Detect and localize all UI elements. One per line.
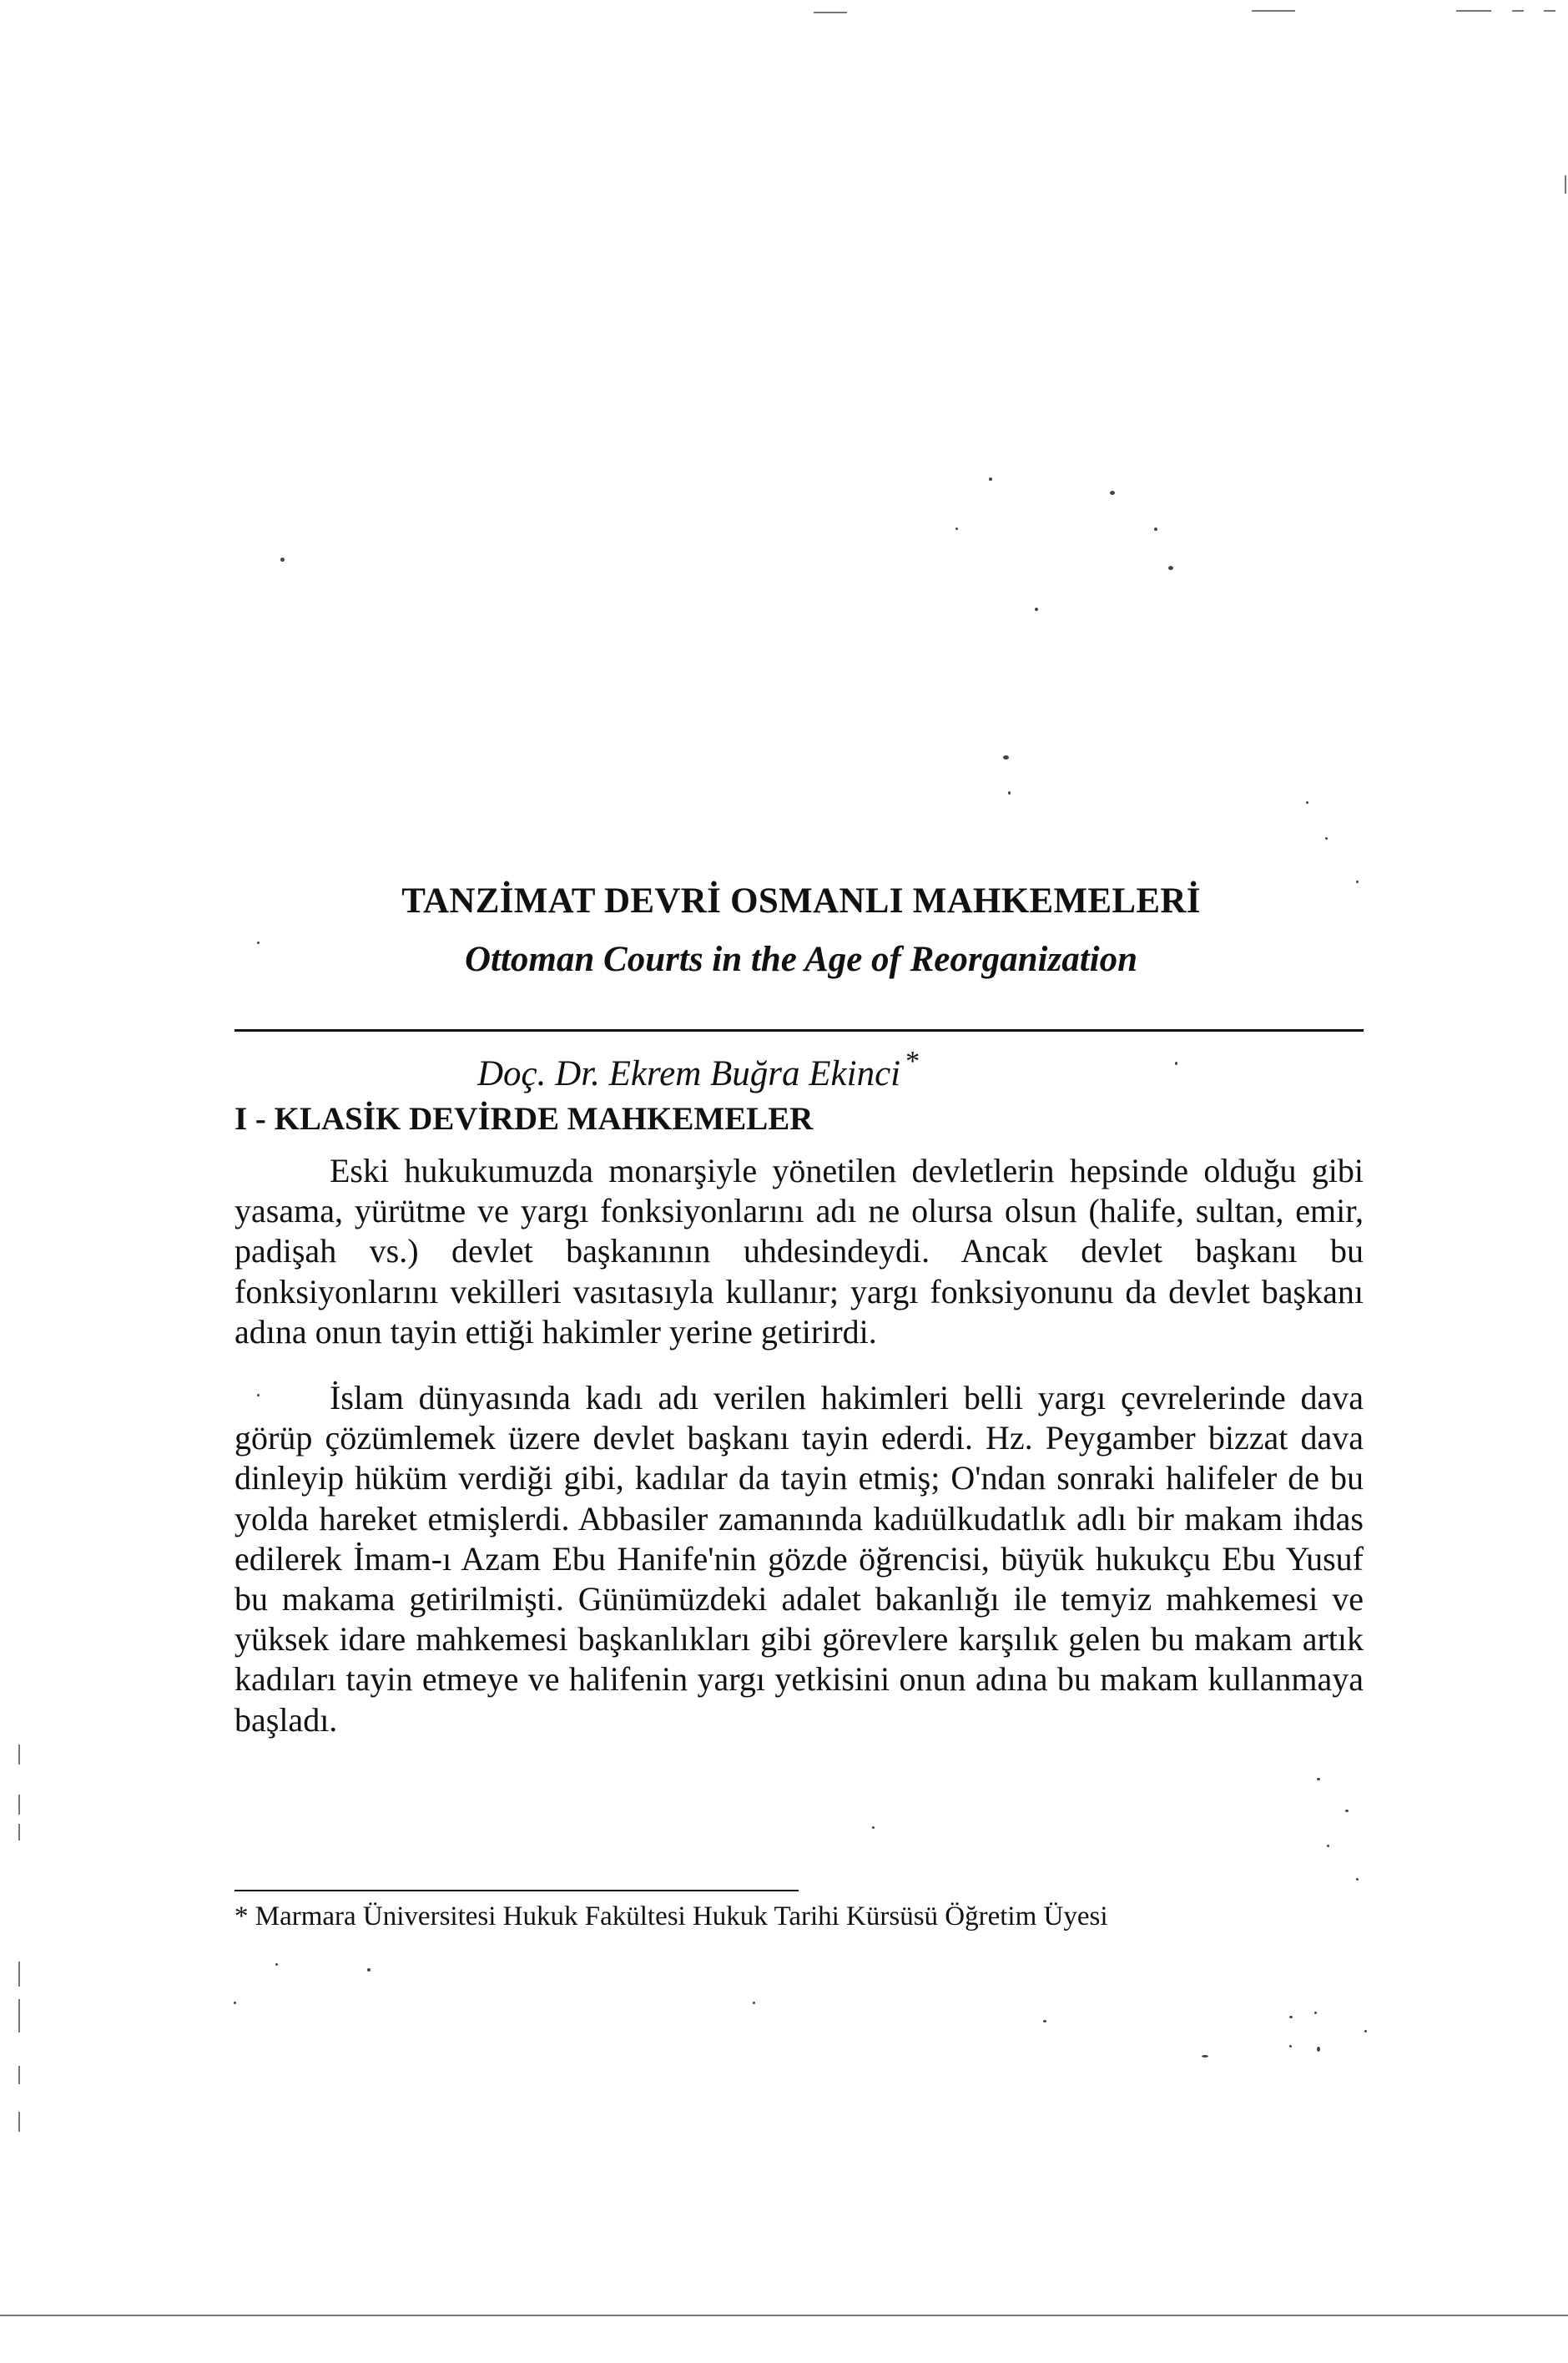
scan-artifact bbox=[1154, 528, 1157, 531]
scan-artifact bbox=[1356, 1878, 1359, 1881]
scan-artifact bbox=[18, 2112, 20, 2132]
scan-artifact bbox=[989, 477, 992, 481]
scan-artifact bbox=[1317, 1778, 1320, 1780]
scan-artifact bbox=[814, 12, 847, 13]
scan-artifact bbox=[753, 2002, 755, 2004]
scan-artifact bbox=[1168, 566, 1173, 570]
footnote-text: * Marmara Üniversitesi Hukuk Fakültesi Hukuk Tarihi Kürsüsü Öğretim Üyesi bbox=[234, 1901, 1108, 1931]
scan-artifact bbox=[257, 1394, 260, 1396]
body-paragraph-1: Eski hukukumuzda monarşiyle yönetilen devletlerin hepsinde olduğu gibi yasama, yürütme ve yargı fonksiyonlarını adı ne olursa olsun (halife, sultan, emir, padişah vs.) devlet başkanının uhdesindeydi. Ancak devlet başkanı bu fonksiyonlarını vekilleri vasıtasıyla kullanır; yargı fonksiyonunu da devlet başkanı adına onun tayin ettiği hakimler yerine getirirdi. bbox=[234, 1152, 1364, 1351]
scan-artifact bbox=[1003, 755, 1009, 760]
author-line bbox=[477, 1046, 920, 1094]
scan-artifact bbox=[1202, 2055, 1208, 2058]
footnote-divider bbox=[234, 1890, 799, 1891]
scan-artifact bbox=[1289, 2045, 1292, 2047]
scan-artifact bbox=[367, 1968, 371, 1972]
scan-artifact bbox=[1325, 837, 1328, 840]
scan-artifact bbox=[1317, 2047, 1320, 2052]
scan-artifact bbox=[18, 2066, 20, 2084]
scan-artifact bbox=[1252, 10, 1295, 12]
scan-artifact bbox=[1175, 1062, 1177, 1065]
section-heading: I - KLASİK DEVİRDE MAHKEMELER bbox=[234, 1101, 814, 1137]
scan-artifact bbox=[18, 1824, 20, 1840]
scan-artifact bbox=[0, 2315, 1568, 2316]
scan-artifact bbox=[18, 1999, 20, 2032]
scan-artifact bbox=[1110, 491, 1115, 495]
scan-artifact bbox=[955, 528, 958, 530]
scan-artifact bbox=[1345, 1810, 1349, 1812]
scan-artifact bbox=[257, 942, 260, 944]
scan-artifact bbox=[1356, 881, 1359, 883]
scan-artifact bbox=[1456, 10, 1491, 12]
scan-artifact bbox=[234, 2002, 236, 2004]
author-footnote-marker: * bbox=[905, 1046, 920, 1077]
scan-artifact bbox=[275, 1963, 278, 1966]
scan-artifact bbox=[872, 1826, 875, 1829]
scan-artifact bbox=[1544, 10, 1555, 12]
body-paragraph-2: İslam dünyasında kadı adı verilen hakimleri belli yargı çevrelerinde dava görüp çözümlemek üzere devlet başkanı tayin ederdi. Hz. Peygamber bizzat dava dinleyip hüküm verdiği gibi, kadılar da tayin etmiş; O'ndan sonraki halifeler de bu yolda hareket etmişlerdi. Abbasiler zamanında kadıülkudatlık adlı bir makam ihdas edilerek İmam-ı Azam Ebu Hanife'nin gözde öğrencisi, büyük hukukçu Ebu Yusuf bu makama getirilmişti. Günümüzdeki adalet bakanlığı ile temyiz mahkemesi ve yüksek idare mahkemesi başkanlıkları gibi görevlere karşılık gelen bu makam artık kadıları tayin etmeye ve halifenin yargı yetkisini onun adına bu makam kullanmaya başladı. bbox=[234, 1379, 1364, 1739]
scan-artifact bbox=[1289, 2016, 1293, 2018]
scan-artifact bbox=[1035, 608, 1038, 611]
scan-artifact bbox=[1565, 175, 1566, 194]
scan-artifact bbox=[1512, 10, 1524, 12]
scan-artifact bbox=[18, 1744, 20, 1765]
scan-artifact bbox=[1327, 1845, 1329, 1847]
article-title: TANZİMAT DEVRİ OSMANLI MAHKEMELERİ bbox=[401, 881, 1201, 921]
title-divider bbox=[234, 1029, 1364, 1032]
article-subtitle: Ottoman Courts in the Age of Reorganization bbox=[464, 940, 1138, 979]
scan-artifact bbox=[18, 1962, 20, 1987]
scan-artifact bbox=[1043, 2020, 1046, 2022]
scan-artifact bbox=[280, 558, 285, 562]
scan-artifact bbox=[18, 1795, 20, 1815]
scan-artifact bbox=[1314, 2012, 1317, 2014]
scan-artifact bbox=[1306, 801, 1308, 804]
scan-artifact bbox=[1364, 2030, 1367, 2032]
scan-artifact bbox=[1008, 791, 1011, 795]
author-name: Doç. Dr. Ekrem Buğra Ekinci bbox=[477, 1054, 901, 1093]
